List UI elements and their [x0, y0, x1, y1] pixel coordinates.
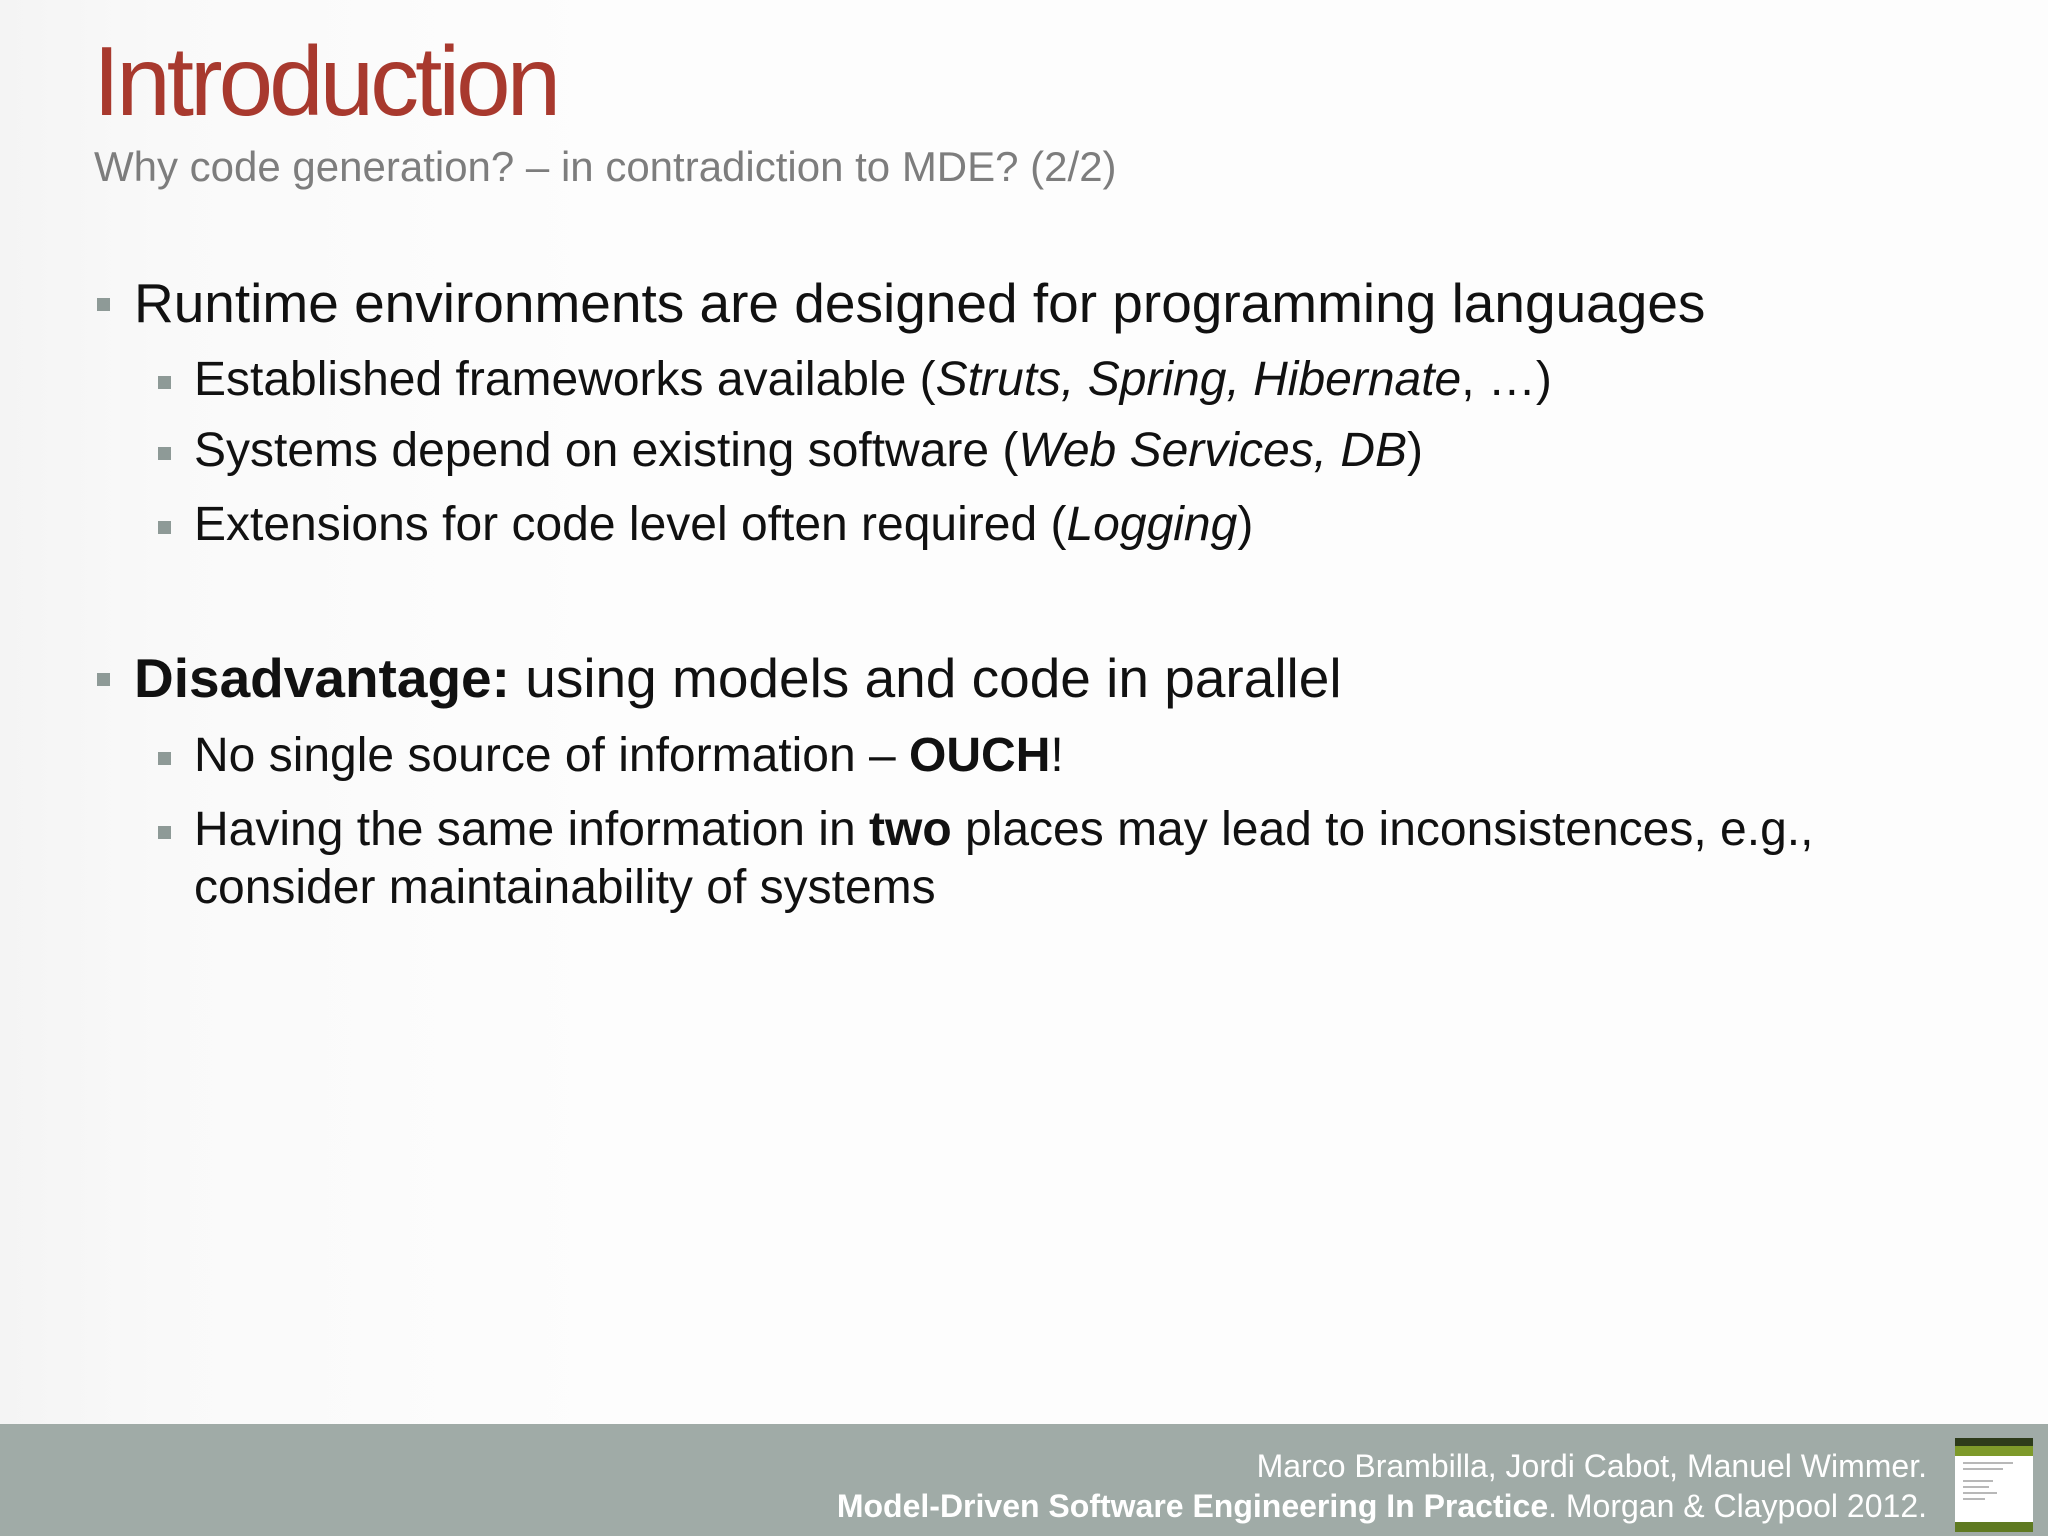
subbullet-text: Established frameworks available ( — [194, 353, 936, 406]
subbullet-existing-software — [194, 422, 1423, 480]
subbullet-text-end: ) — [1407, 424, 1423, 477]
subbullet-italic: Struts, Spring, Hibernate — [935, 353, 1462, 406]
subbullet-text: Extensions for code level often required ( — [194, 498, 1067, 551]
footer-publisher: . Morgan & Claypool 2012. — [1548, 1488, 1927, 1524]
subbullet-inconsistences — [194, 801, 1954, 916]
subbullet-bold: two — [869, 803, 952, 856]
subbullet-text-end: ) — [1237, 498, 1254, 551]
bullet-square-icon — [97, 673, 110, 686]
subbullet-text: Having the same information in — [194, 803, 869, 856]
bullet-square-icon — [158, 521, 171, 534]
subbullet-text-end: places may lead to inconsistences, e.g., consider maintainability of systems — [194, 803, 1814, 914]
bullet-square-icon — [158, 826, 171, 839]
footer-authors: Marco Brambilla, Jordi Cabot, Manuel Wimmer. — [1256, 1448, 1927, 1484]
subbullet-text: Systems depend on existing software ( — [194, 424, 1019, 477]
subbullet-single-source — [194, 727, 1064, 785]
subbullet-frameworks — [194, 351, 1552, 409]
bullet-disadvantage — [134, 645, 1342, 711]
bullet-square-icon — [158, 447, 171, 460]
subbullet-text-end: ! — [1050, 729, 1064, 782]
subbullet-text: No single source of information – — [194, 729, 910, 782]
slide-title: Introduction — [93, 26, 558, 136]
bullet-text: using models and code in parallel — [509, 647, 1342, 709]
book-cover-icon — [1955, 1438, 2033, 1532]
footer-citation — [837, 1488, 1927, 1525]
footer-book-title: Model-Driven Software Engineering In Practice — [836, 1488, 1549, 1524]
subbullet-bold: OUCH — [909, 729, 1051, 782]
bullet-square-icon — [97, 298, 110, 311]
bullet-bold-label: Disadvantage: — [134, 647, 510, 709]
bullet-square-icon — [158, 376, 171, 389]
subbullet-text-end: , …) — [1461, 353, 1552, 406]
bullet-runtime-environments — [134, 270, 1705, 336]
bullet-text: Runtime environments are designed for programming languages — [134, 272, 1706, 334]
slide-subtitle: Why code generation? – in contradiction to MDE? (2/2) — [94, 143, 1117, 190]
slide-footer — [0, 1424, 2048, 1536]
subbullet-extensions — [194, 496, 1253, 554]
subbullet-italic: Web Services, DB — [1018, 424, 1407, 477]
subbullet-italic: Logging — [1066, 498, 1238, 551]
bullet-square-icon — [158, 752, 171, 765]
